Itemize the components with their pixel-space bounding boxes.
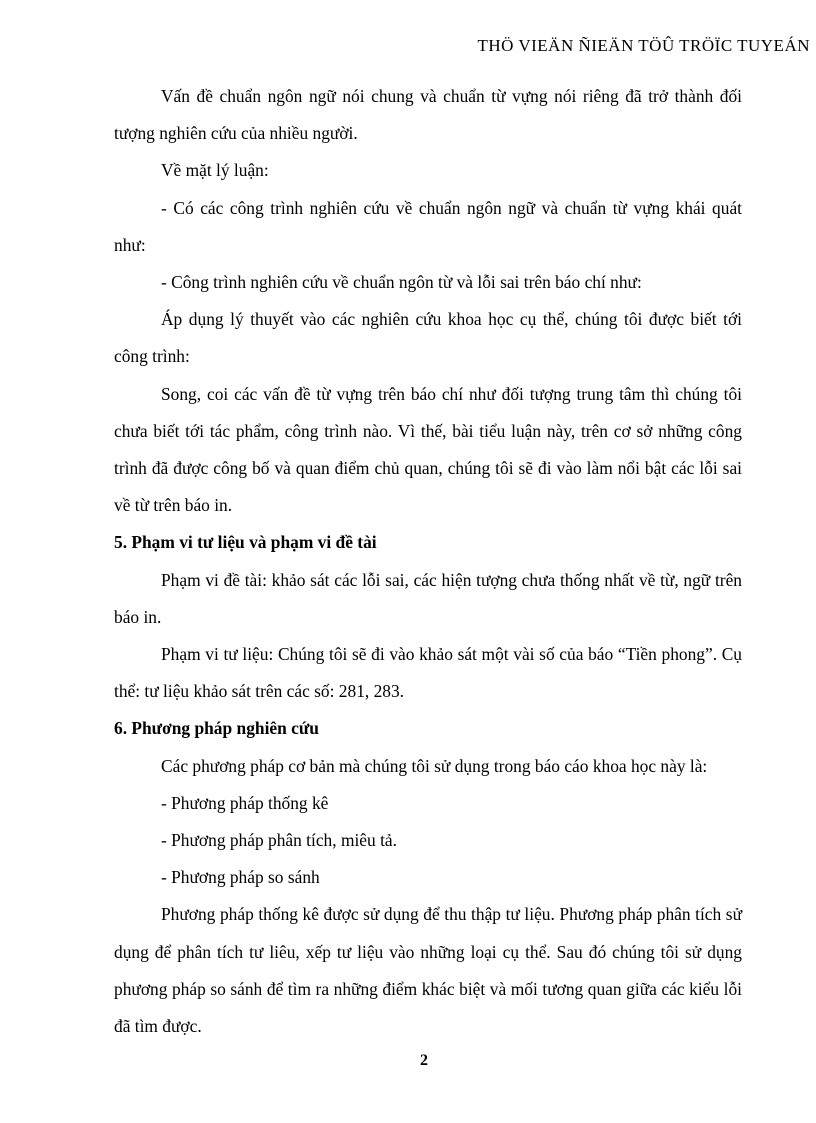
section-heading-5: 5. Phạm vi tư liệu và phạm vi đề tài xyxy=(114,532,377,553)
paragraph: Song, coi các vấn đề từ vựng trên báo chí như đối tượng trung tâm thì chúng tôi chưa biết tới tác phẩm, công trình nào. Vì thế, bài tiểu luận này, trên cơ sở những công trình đã được công bố và quan điểm chủ quan, chúng tôi sẽ đi vào làm nổi bật các lỗi sai về từ trên báo in. xyxy=(114,383,742,516)
paragraph: Về mặt lý luận: xyxy=(161,160,269,181)
page-number: 2 xyxy=(420,1052,428,1069)
paragraph: - Công trình nghiên cứu về chuẩn ngôn từ và lỗi sai trên báo chí như: xyxy=(161,272,642,293)
list-item: - Phương pháp so sánh xyxy=(161,867,320,888)
paragraph: Áp dụng lý thuyết vào các nghiên cứu khoa học cụ thể, chúng tôi được biết tới công trình: xyxy=(114,309,742,367)
page-header: THÖ VIEÄN ÑIEÄN TÖÛ TRÖÏC TUYEÁN xyxy=(477,36,810,55)
body-text xyxy=(114,78,742,1045)
paragraph: - Có các công trình nghiên cứu về chuẩn ngôn ngữ và chuẩn từ vựng khái quát như: xyxy=(114,197,742,255)
paragraph: Phạm vi tư liệu: Chúng tôi sẽ đi vào khảo sát một vài số của báo “Tiền phong”. Cụ thể: tư liệu khảo sát trên các số: 281, 283. xyxy=(114,644,742,702)
paragraph: Phương pháp thống kê được sử dụng để thu thập tư liệu. Phương pháp phân tích sử dụng để phân tích tư liêu, xếp tư liệu vào những loại cụ thể. Sau đó chúng tôi sử dụng phương pháp so sánh để tìm ra những điểm khác biệt và mối tương quan giữa các kiểu lỗi đã tìm được. xyxy=(114,904,742,1037)
paragraph: Phạm vi đề tài: khảo sát các lỗi sai, các hiện tượng chưa thống nhất về từ, ngữ trên báo in. xyxy=(114,569,742,627)
section-heading-6: 6. Phương pháp nghiên cứu xyxy=(114,718,319,739)
paragraph: Vấn đề chuẩn ngôn ngữ nói chung và chuẩn từ vựng nói riêng đã trở thành đối tượng nghiên cứu của nhiều người. xyxy=(114,86,742,144)
list-item: - Phương pháp phân tích, miêu tả. xyxy=(161,830,397,851)
paragraph: Các phương pháp cơ bản mà chúng tôi sử dụng trong báo cáo khoa học này là: xyxy=(161,755,708,776)
list-item: - Phương pháp thống kê xyxy=(161,792,329,813)
